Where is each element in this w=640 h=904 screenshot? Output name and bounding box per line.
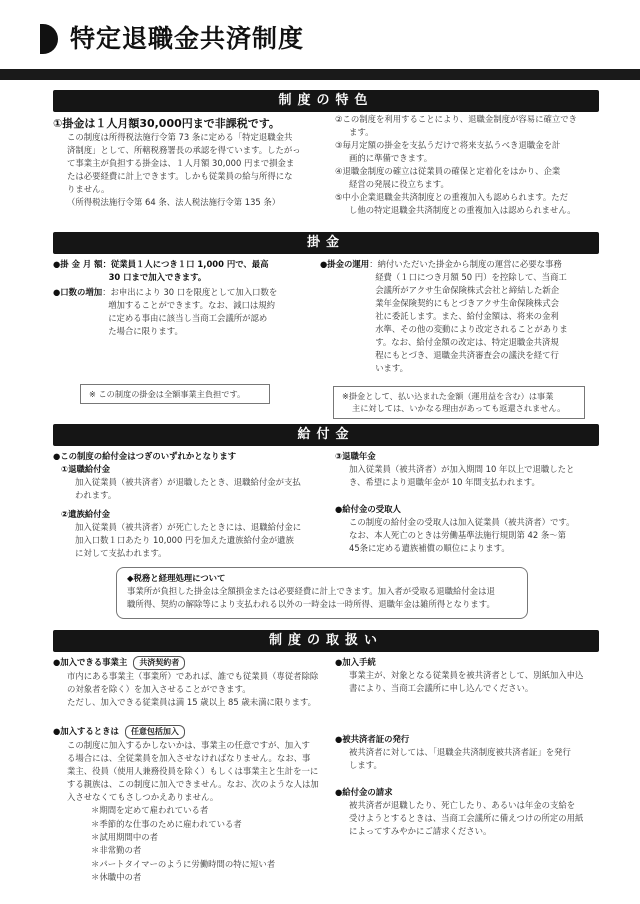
pension-text xyxy=(335,463,607,489)
section-title-features: 制度の特色 xyxy=(278,93,374,108)
certificate-text xyxy=(335,746,607,772)
title-rule xyxy=(0,69,640,80)
text-line: の対象者を除く）を加入させることができます。 xyxy=(67,684,251,695)
text-line: たは必要経費に計上できます。しかも従業員の給与所得にな xyxy=(67,171,293,182)
features-left-text xyxy=(53,131,323,209)
text-line: 水準、その他の変動により改定されることがありま xyxy=(375,324,568,335)
when-title: ●加入するときは xyxy=(53,726,119,737)
text-line: 被共済者に対しては、「退職金共済制度被共済者証」を発行 xyxy=(349,747,571,758)
text-line: ます。 xyxy=(349,127,374,138)
text-line: この制度は所得税法施行令第 73 条に定める「特定退職金共 xyxy=(67,132,293,143)
text-line: によってすみやかにご請求ください。 xyxy=(349,826,492,837)
features-left-column xyxy=(53,116,323,209)
list-item: ＊パートタイマーのように労働時間の特に短い者 xyxy=(91,858,276,869)
text-line: 被共済者が退職したり、死亡したり、あるいは年金の支給を xyxy=(349,800,576,811)
text-line: この制度に加入するかしないかは、事業主の任意ですが、加入す xyxy=(67,740,310,751)
text-line: 業年金保険契約にもとづきアクサ生命保険株式会 xyxy=(375,298,560,309)
text-line: ：従業員１人につき１口 1,000 円で、最高 xyxy=(102,259,269,269)
text-line: 加入従業員（被共済者）が退職したとき、退職給付金が支払 xyxy=(75,477,301,488)
monthly-amount-row xyxy=(53,258,318,284)
claim-text xyxy=(335,799,607,838)
text-line: 書により、当商工会議所に申し込んでください。 xyxy=(349,683,534,694)
text-line: ④退職金制度の確立は従業員の確保と定着化をはかり、企業 xyxy=(335,166,561,177)
handling-left-column xyxy=(53,656,328,885)
text-line: りません。 xyxy=(67,184,110,195)
section-band-benefits xyxy=(53,424,599,446)
section-title-handling: 制度の取扱い xyxy=(268,633,383,648)
kakekin-right-column xyxy=(320,258,606,375)
text-line: き、希望により退職年金が 10 年間支払われます。 xyxy=(349,477,540,488)
text-line: ⑤中小企業退職金共済制度との重複加入も認められます。ただ xyxy=(335,192,568,203)
monthly-amount-label: ●掛 金 月 額 xyxy=(53,259,103,269)
text-line: 加入従業員（被共済者）が加入期間 10 年以上で退職したと xyxy=(349,464,575,475)
benefits-left-column xyxy=(53,450,328,560)
features-right-column xyxy=(335,113,605,217)
list-item: ＊非常勤の者 xyxy=(91,845,142,856)
text-line: 画的に準備できます。 xyxy=(349,153,433,164)
text-line: なお、本人死亡のときは労働基準法施行規則第 42 条〜第 xyxy=(349,530,566,541)
tax-accounting-box xyxy=(116,567,528,619)
eligible-title: ●加入できる事業主 xyxy=(53,657,128,667)
recipient-text xyxy=(335,516,607,555)
text-line: 加入口数１口あたり 10,000 円を加えた遺族給付金が遺族 xyxy=(75,535,294,546)
operation-row xyxy=(320,258,606,375)
text-line: 受けようとするときは、当商工会議所に備えつけの所定の用紙 xyxy=(349,813,584,824)
survivor-benefit-title: ②遺族給付金 xyxy=(61,509,110,520)
text-line: 済制度」として、所轄税務署長の承認を得ています。したがっ xyxy=(67,145,301,156)
section-band-handling xyxy=(53,630,599,652)
certificate-title: ●被共済者証の発行 xyxy=(335,734,410,745)
text-line: 程にもとづき、退職金共済審査会の議決を経て行 xyxy=(375,350,559,361)
units-increase-label: ●口数の増加 xyxy=(53,287,103,298)
text-line: 市内にある事業主（事業所）であれば、誰でも従業員（専従者除除 xyxy=(67,671,319,681)
survivor-benefit-text xyxy=(53,521,328,560)
eligible-text xyxy=(53,670,328,709)
recipient-title: ●給付金の受取人 xyxy=(335,504,401,515)
text-line: この制度の給付金の受取人は加入従業員（被共済者）です。 xyxy=(349,517,575,528)
procedure-title: ●加入手続 xyxy=(335,657,376,667)
text-line: る場合には、全従業員を加入させなければなりません。なお、事 xyxy=(67,753,311,764)
handling-right-column xyxy=(335,656,607,838)
retirement-benefit-title: ①退職給付金 xyxy=(61,464,110,475)
text-line: 業主、役員（使用人兼務役員を除く）もしくは事業主と生計を一に xyxy=(67,766,319,777)
procedure-text xyxy=(335,669,607,695)
text-line: する親族は、この制度に加入できません。なお、次のような人は加 xyxy=(67,779,319,790)
text-line: 社に委託します。また、給付金額は、将来の金利 xyxy=(375,311,559,322)
text-line: し他の特定退職金共済制度との重複加入は認められません。 xyxy=(349,205,576,216)
benefits-right-column xyxy=(335,450,607,555)
text-line: ただし、加入できる従業員は満 15 歳以上 85 歳未満に限ります。 xyxy=(67,697,317,708)
text-line: 職所得、契約の解除等により支払われる以外の一時金は一時所得、退職年金は雑所得となります。 xyxy=(127,599,495,610)
text-line: ②この制度を利用することにより、退職金制度が容易に確立でき xyxy=(335,114,578,124)
text-line: 入させなくてもさしつかえありません。 xyxy=(67,792,219,803)
pension-title: ③退職年金 xyxy=(335,451,376,461)
text-line: て事業主が負担する掛金は、１人月額 30,000 円まで損金ま xyxy=(67,158,295,169)
when-heading xyxy=(53,725,328,739)
text-line: た場合に限ります。 xyxy=(108,326,183,337)
text-line: います。 xyxy=(375,363,409,374)
eligible-tag: 共済契約者 xyxy=(133,656,185,670)
text-line: します。 xyxy=(349,760,382,771)
tax-title: ◆税務と経理処理について xyxy=(127,573,226,583)
when-text xyxy=(53,739,328,804)
list-item: ＊休職中の者 xyxy=(91,872,142,883)
text-line: われます。 xyxy=(75,490,117,501)
benefits-intro: ●この制度の給付金はつぎのいずれかとなります xyxy=(53,451,237,461)
text-line: ：お申出により 30 口を限度として加入口数を xyxy=(102,287,278,298)
text-line: 事業所が負担した掛金は全額損金または必要経費に計上できます。加入者が受取る退職給付金は退 xyxy=(127,586,495,597)
section-title-benefits: 給付金 xyxy=(297,427,355,442)
text-line: 会議所がアクサ生命保険株式会社と締結した新企 xyxy=(375,285,560,296)
text-line: ③毎月定額の掛金を支払うだけで将来支払うべき退職金を計 xyxy=(335,140,561,151)
text-line: に対して支払われます。 xyxy=(75,548,167,559)
retirement-benefit-text xyxy=(53,476,328,502)
text-line: に定める事由に該当し当商工会議所が認め xyxy=(108,313,268,324)
claim-title: ●給付金の請求 xyxy=(335,787,393,798)
text-line: 事業主が、対象となる従業員を被共済者として、別紙加入申込 xyxy=(349,670,584,681)
text-line: 経費（１口につき月額 50 円）を控除して、当商工 xyxy=(375,272,567,283)
text-line: ※掛金として、払い込まれた金額（運用益を含む）は事業 xyxy=(342,391,554,401)
text-line: （所得税法施行令第 64 条、法人税法施行令第 135 条） xyxy=(67,197,281,208)
text-line: 45条に定める遺族補償の順位によります。 xyxy=(349,543,510,554)
text-line: 30 口まで加入できます。 xyxy=(108,272,207,283)
list-item: ＊季節的な仕事のために雇われている者 xyxy=(91,818,242,829)
page-title: 特定退職金共済制度 xyxy=(70,24,305,53)
text-line: 加入従業員（被共済者）が死亡したときには、退職給付金に xyxy=(75,522,302,533)
operation-label: ●掛金の運用 xyxy=(320,259,370,269)
features-headline: ①掛金は１人月額30,000円まで非課税です。 xyxy=(53,117,280,130)
text-line: 経営の発展に役立ちます。 xyxy=(349,179,449,190)
when-tag: 任意包括加入 xyxy=(125,725,185,739)
text-line: 主に対しては、いかなる理由があっても返還されません。 xyxy=(352,403,566,414)
list-item: ＊期間を定めて雇われている者 xyxy=(91,805,209,816)
page-header xyxy=(40,20,304,59)
units-increase-row xyxy=(53,286,318,338)
no-refund-note xyxy=(333,386,585,419)
title-marker-icon xyxy=(40,24,58,54)
employer-burden-note: ※ この制度の掛金は全額事業主負担です。 xyxy=(80,384,270,404)
text-line: 増加することができます。なお、減口は規約 xyxy=(108,300,276,311)
exclusions-list xyxy=(53,804,328,885)
kakekin-left-column xyxy=(53,258,318,338)
text-line: す。なお、給付金額の改定は、特定退職金共済規 xyxy=(375,337,559,348)
eligible-heading xyxy=(53,656,328,670)
list-item: ＊試用期間中の者 xyxy=(91,832,158,842)
section-title-kakekin: 掛金 xyxy=(306,235,345,250)
text-line: ：納付いただいた掛金から制度の運営に必要な事務 xyxy=(369,259,562,269)
section-band-kakekin xyxy=(53,232,599,254)
section-band-features xyxy=(53,90,599,112)
